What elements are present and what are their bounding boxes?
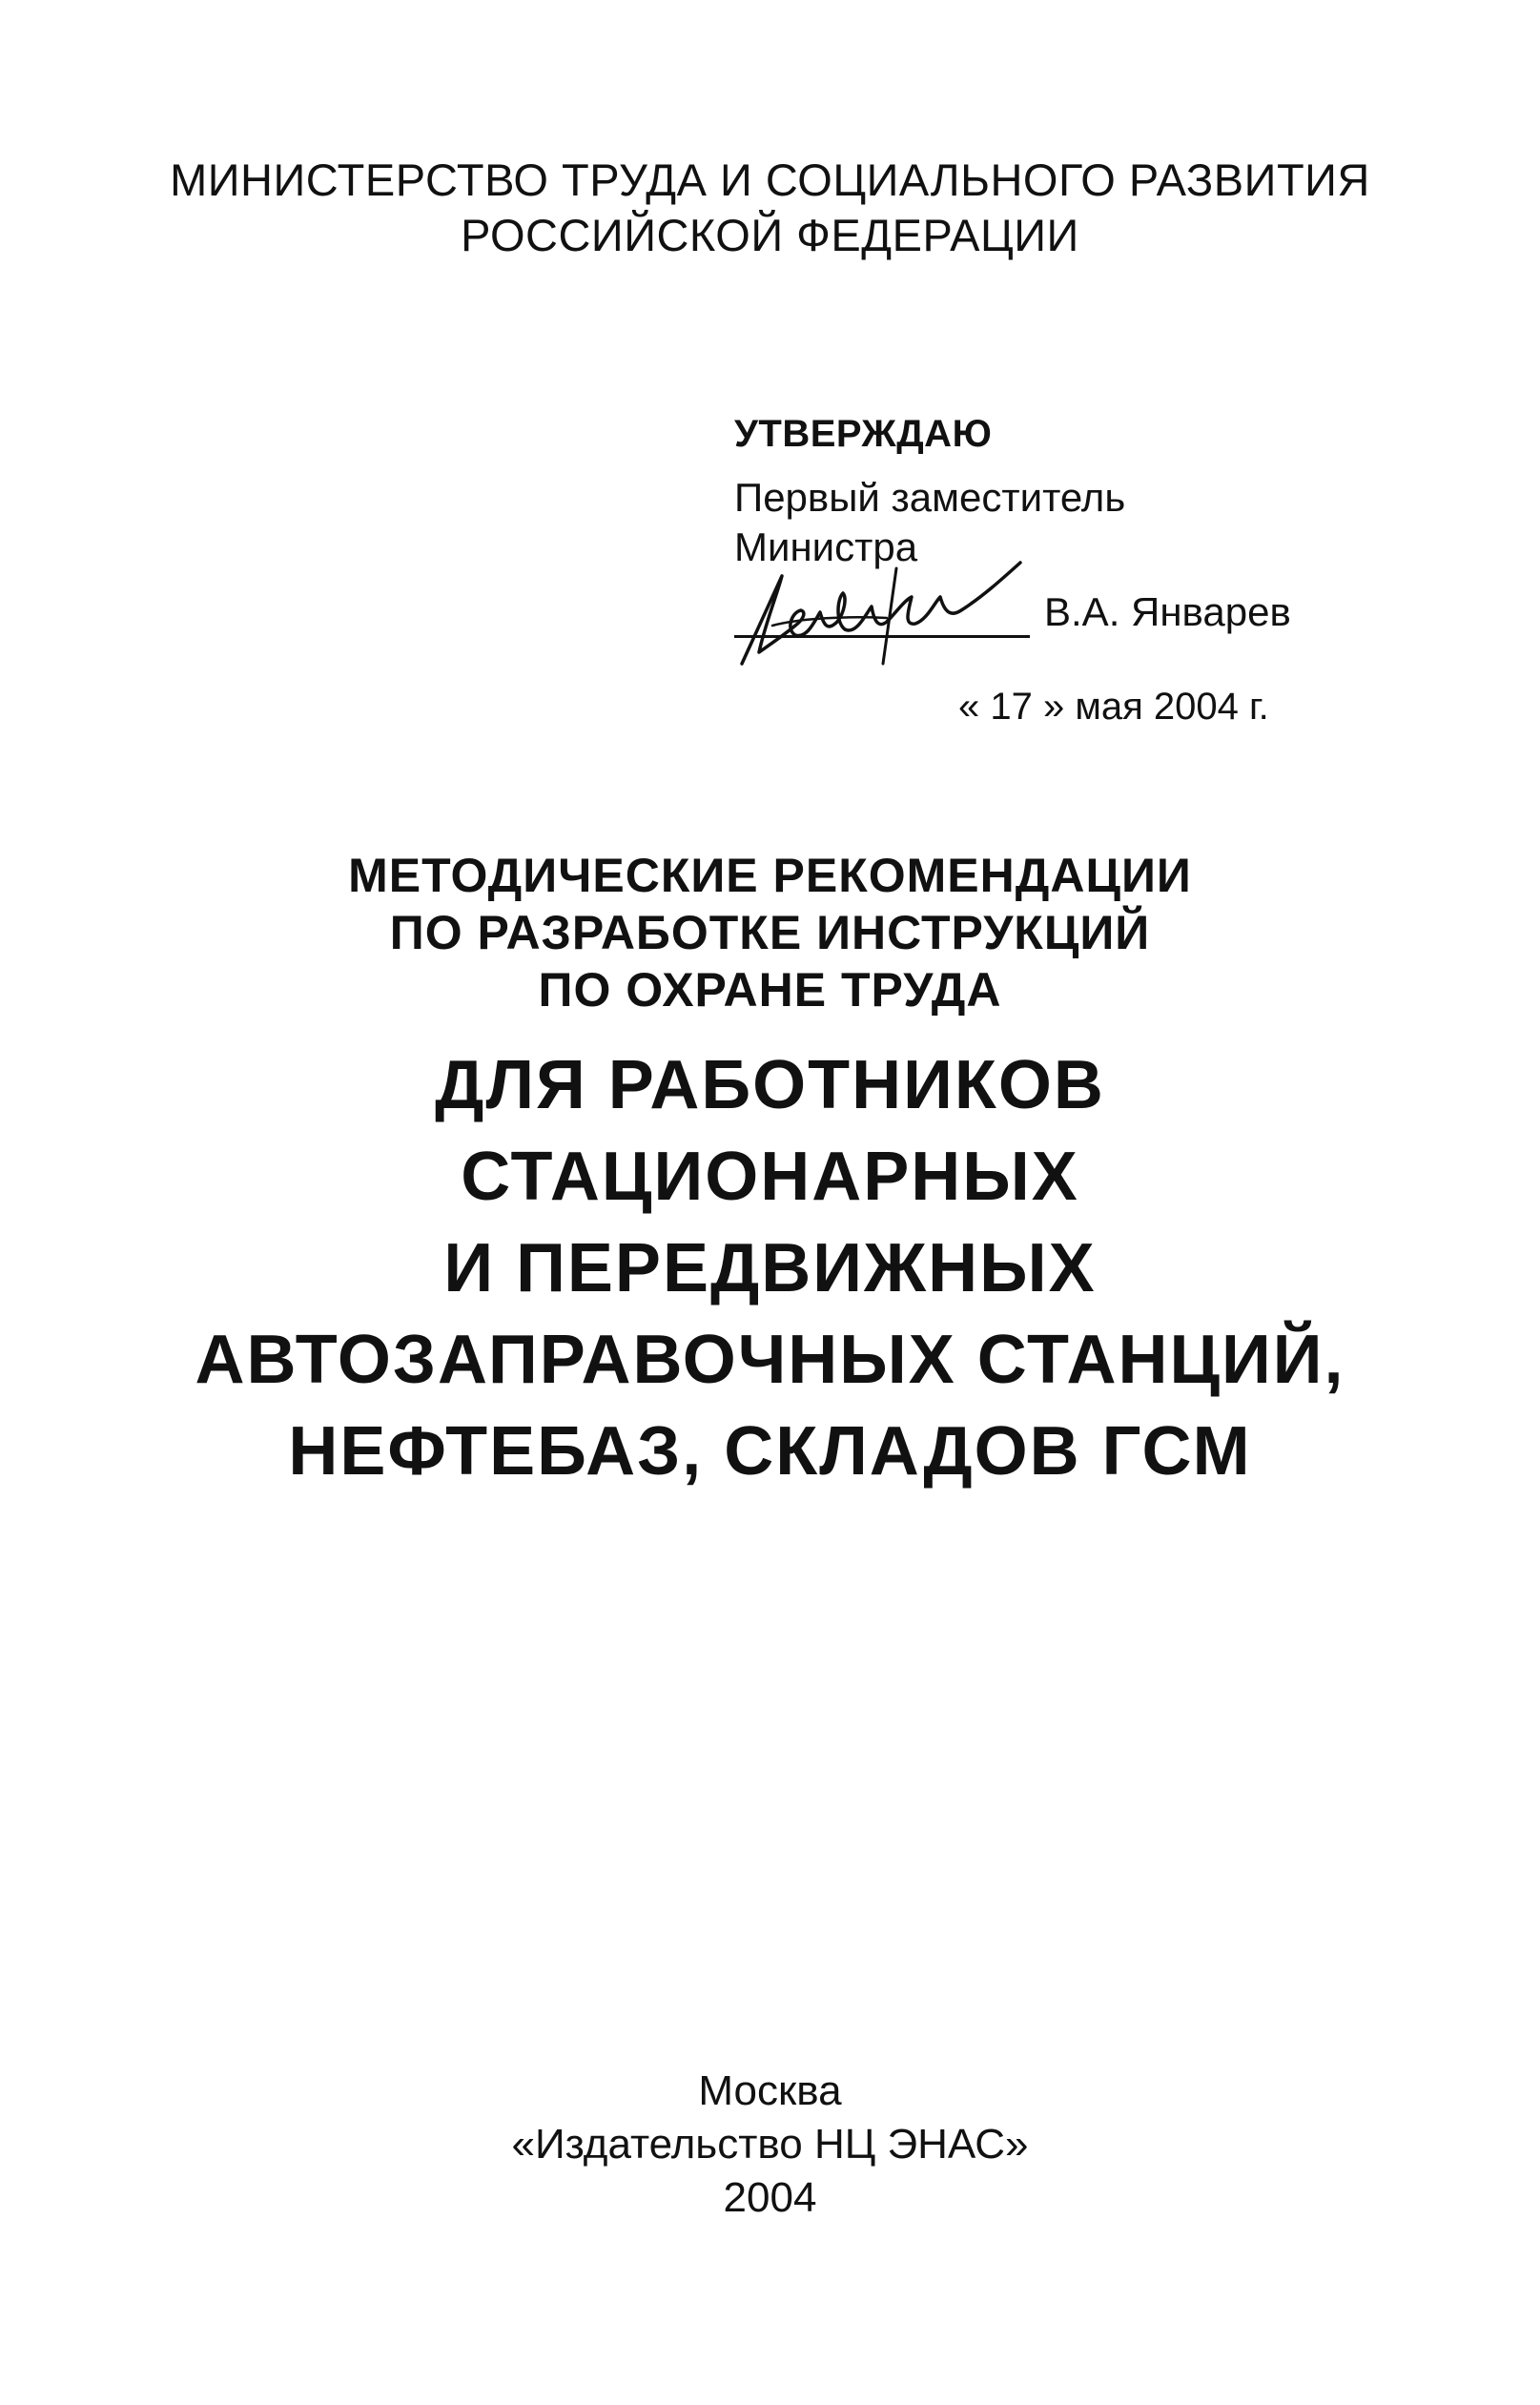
ministry-line-2: РОССИЙСКОЙ ФЕДЕРАЦИИ xyxy=(461,210,1079,260)
imprint-year: 2004 xyxy=(723,2174,817,2221)
handwritten-signature xyxy=(715,530,1030,673)
title-line: ПО РАЗРАБОТКЕ ИНСТРУКЦИЙ xyxy=(389,906,1151,959)
title-line: НЕФТЕБАЗ, СКЛАДОВ ГСМ xyxy=(288,1413,1252,1490)
title-line: И ПЕРЕДВИЖНЫХ xyxy=(443,1230,1097,1306)
imprint-publisher: «Издательство НЦ ЭНАС» xyxy=(511,2121,1029,2168)
title-line: СТАЦИОНАРНЫХ xyxy=(461,1139,1079,1215)
imprint-city: Москва xyxy=(698,2067,842,2114)
approver-position-line-1: Первый заместитель xyxy=(734,475,1126,520)
document-title-upper xyxy=(0,847,1540,1018)
approval-date: « 17 » мая 2004 г. xyxy=(958,686,1269,728)
ministry-header xyxy=(0,153,1540,263)
ministry-line-1: МИНИСТЕРСТВО ТРУДА И СОЦИАЛЬНОГО РАЗВИТИЯ xyxy=(170,154,1370,205)
imprint xyxy=(0,2065,1540,2225)
approval-block xyxy=(734,410,1402,728)
title-line: АВТОЗАПРАВОЧНЫХ СТАНЦИЙ, xyxy=(195,1322,1345,1398)
document-title-main xyxy=(0,1039,1540,1497)
title-line: ПО ОХРАНЕ ТРУДА xyxy=(538,963,1002,1017)
approver-position-line-2: Министра xyxy=(734,524,918,569)
signature-row xyxy=(734,578,1402,654)
approve-heading: УТВЕРЖДАЮ xyxy=(734,413,993,455)
title-line: ДЛЯ РАБОТНИКОВ xyxy=(435,1047,1105,1123)
signer-name: В.А. Январев xyxy=(1044,589,1291,634)
title-line: МЕТОДИЧЕСКИЕ РЕКОМЕНДАЦИИ xyxy=(348,849,1192,902)
